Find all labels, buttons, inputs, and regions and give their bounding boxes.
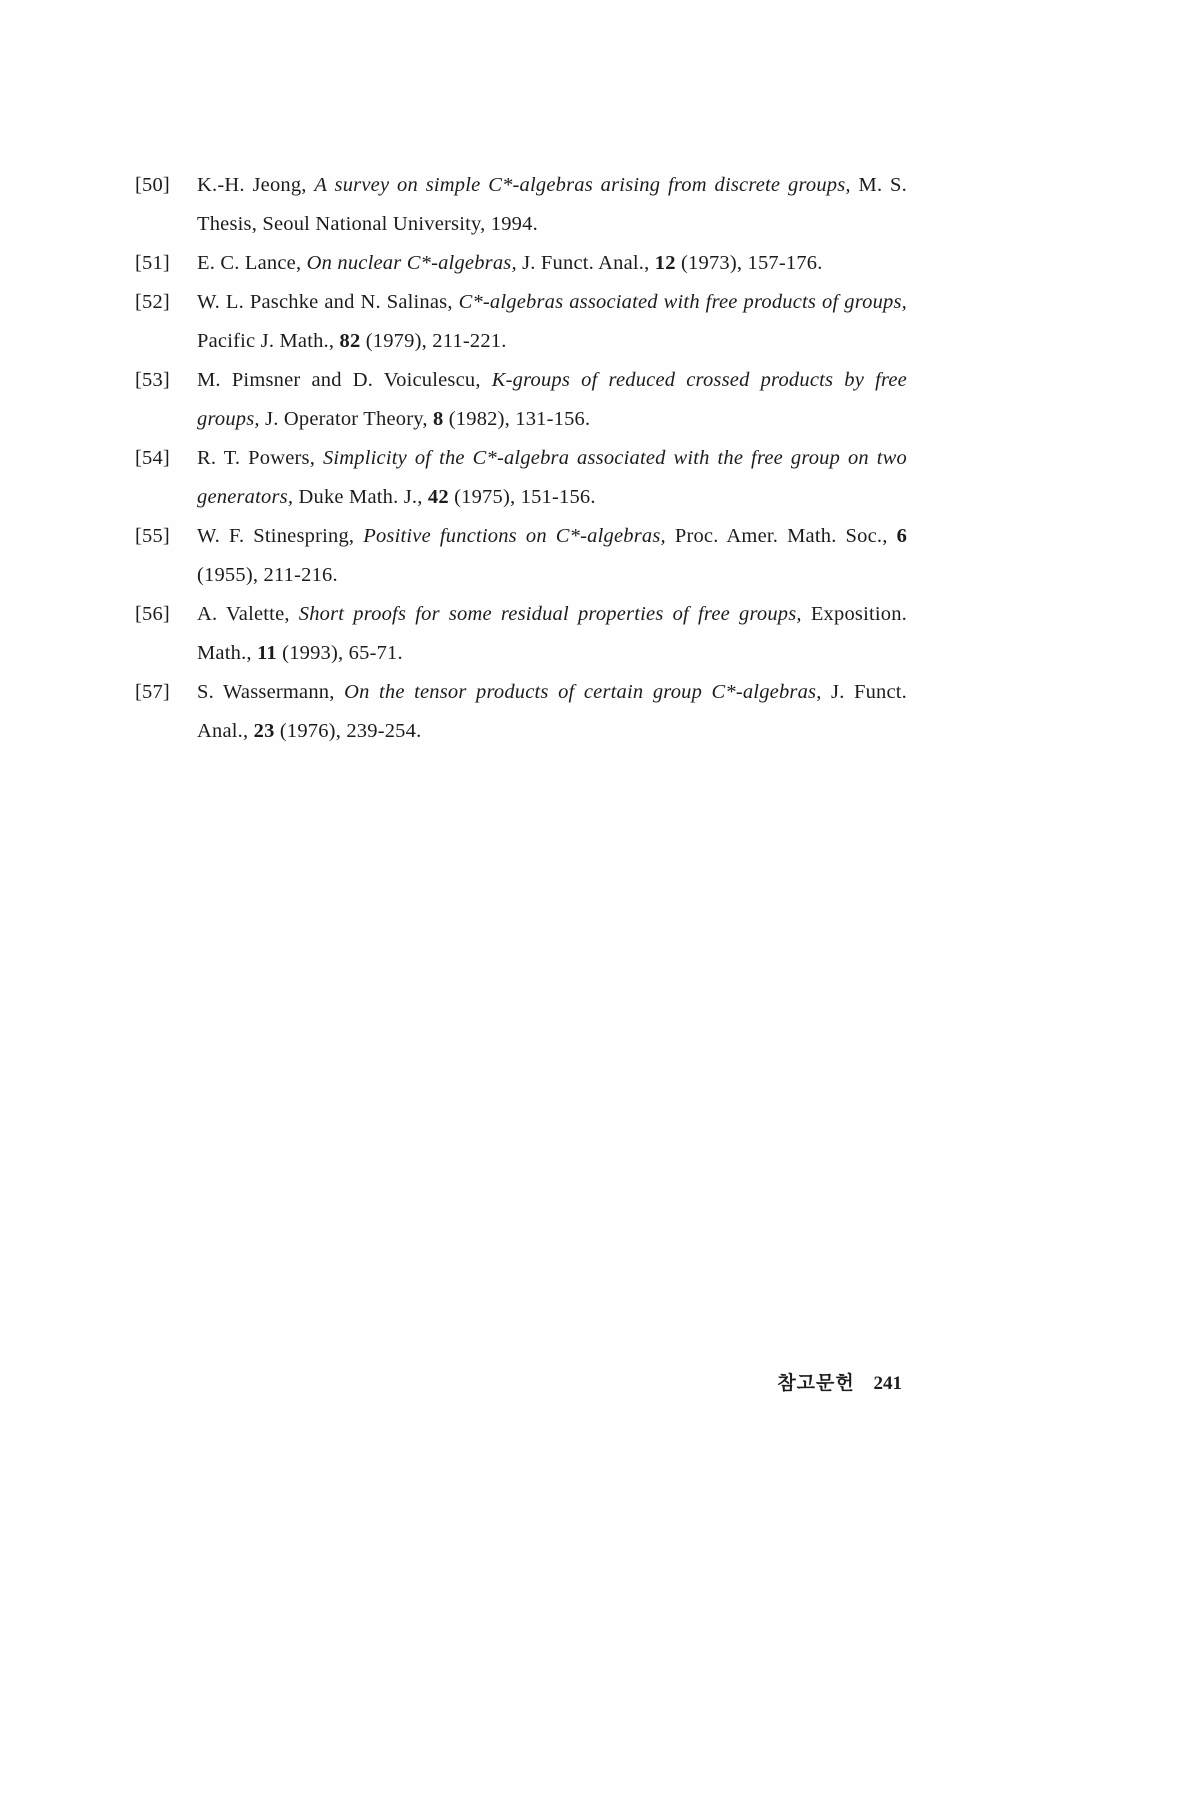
reference-item — [135, 595, 907, 673]
reference-text-segment: 8 — [433, 408, 444, 430]
reference-text-segment: J. Operator Theory, — [265, 408, 433, 430]
reference-text-segment: K.-H. Jeong, — [197, 174, 315, 196]
reference-number: [53] — [135, 369, 170, 391]
reference-text-segment: Short proofs for some residual properties of free groups, — [298, 603, 811, 625]
reference-text-segment: Proc. Amer. Math. Soc., — [674, 525, 897, 547]
reference-text-segment: 11 — [257, 642, 277, 664]
reference-text-segment: Positive functions on C*-algebras, — [363, 525, 675, 547]
reference-text-segment: 12 — [654, 252, 676, 274]
reference-text-segment: Simplicity of the C*-algebra associated with the free group on two generators, — [197, 447, 908, 508]
reference-text-segment: 82 — [339, 330, 361, 352]
reference-text-segment: M. Pimsner and D. Voiculescu, — [197, 369, 492, 391]
reference-text-segment: E. C. Lance, — [197, 252, 307, 274]
reference-text-segment: K-groups of reduced crossed products by free groups, — [197, 369, 907, 430]
reference-item — [135, 166, 907, 244]
reference-list — [135, 166, 907, 751]
reference-text-segment: S. Wassermann, — [197, 681, 345, 703]
reference-text-segment: On the tensor products of certain group C*-algebras, — [344, 681, 832, 703]
reference-text-segment: (1955), 211-216. — [197, 564, 338, 586]
reference-item — [135, 517, 907, 595]
reference-text-segment: C*-algebras associated with free products of groups, — [458, 291, 907, 313]
reference-text-segment: (1976), 239-254. — [274, 720, 422, 742]
reference-text-segment: 23 — [253, 720, 275, 742]
reference-text-segment: A survey on simple C*-algebras arising from discrete groups, — [314, 174, 859, 196]
reference-text-segment: 42 — [427, 486, 449, 508]
reference-text-segment: On nuclear C*-algebras, — [306, 252, 523, 274]
reference-text-segment: R. T. Powers, — [197, 447, 323, 469]
reference-number: [51] — [135, 252, 170, 274]
reference-text-segment: (1973), 157-176. — [675, 252, 823, 274]
reference-text-segment: W. F. Stinespring, — [197, 525, 364, 547]
page-number: 241 — [873, 1373, 902, 1394]
reference-number: [57] — [135, 681, 170, 703]
reference-text-segment: W. L. Paschke and N. Salinas, — [197, 291, 459, 313]
reference-item — [135, 244, 907, 283]
reference-item — [135, 439, 907, 517]
reference-text-segment: J. Funct. Anal., — [522, 252, 655, 274]
footer-section-label: 참고문헌 — [777, 1373, 855, 1394]
reference-text-segment: M. S. Thesis, Seoul National University, 1994. — [197, 174, 907, 235]
reference-text-segment: 6 — [896, 525, 908, 547]
reference-text-segment: Exposition. Math., — [197, 603, 907, 664]
reference-number: [50] — [135, 174, 170, 196]
reference-number: [52] — [135, 291, 170, 313]
reference-item — [135, 283, 907, 361]
reference-text-segment: J. Funct. Anal., — [197, 681, 908, 742]
reference-text-segment: (1993), 65-71. — [276, 642, 403, 664]
reference-number: [55] — [135, 525, 170, 547]
page-footer — [777, 1372, 902, 1396]
reference-text-segment: (1975), 151-156. — [448, 486, 596, 508]
reference-number: [56] — [135, 603, 170, 625]
reference-text-segment: Duke Math. J., — [298, 486, 428, 508]
reference-item — [135, 361, 907, 439]
reference-text-segment: (1982), 131-156. — [443, 408, 591, 430]
reference-number: [54] — [135, 447, 170, 469]
reference-text-segment: (1979), 211-221. — [360, 330, 507, 352]
reference-text-segment: A. Valette, — [197, 603, 299, 625]
reference-item — [135, 673, 907, 751]
reference-text-segment: Pacific J. Math., — [197, 330, 340, 352]
